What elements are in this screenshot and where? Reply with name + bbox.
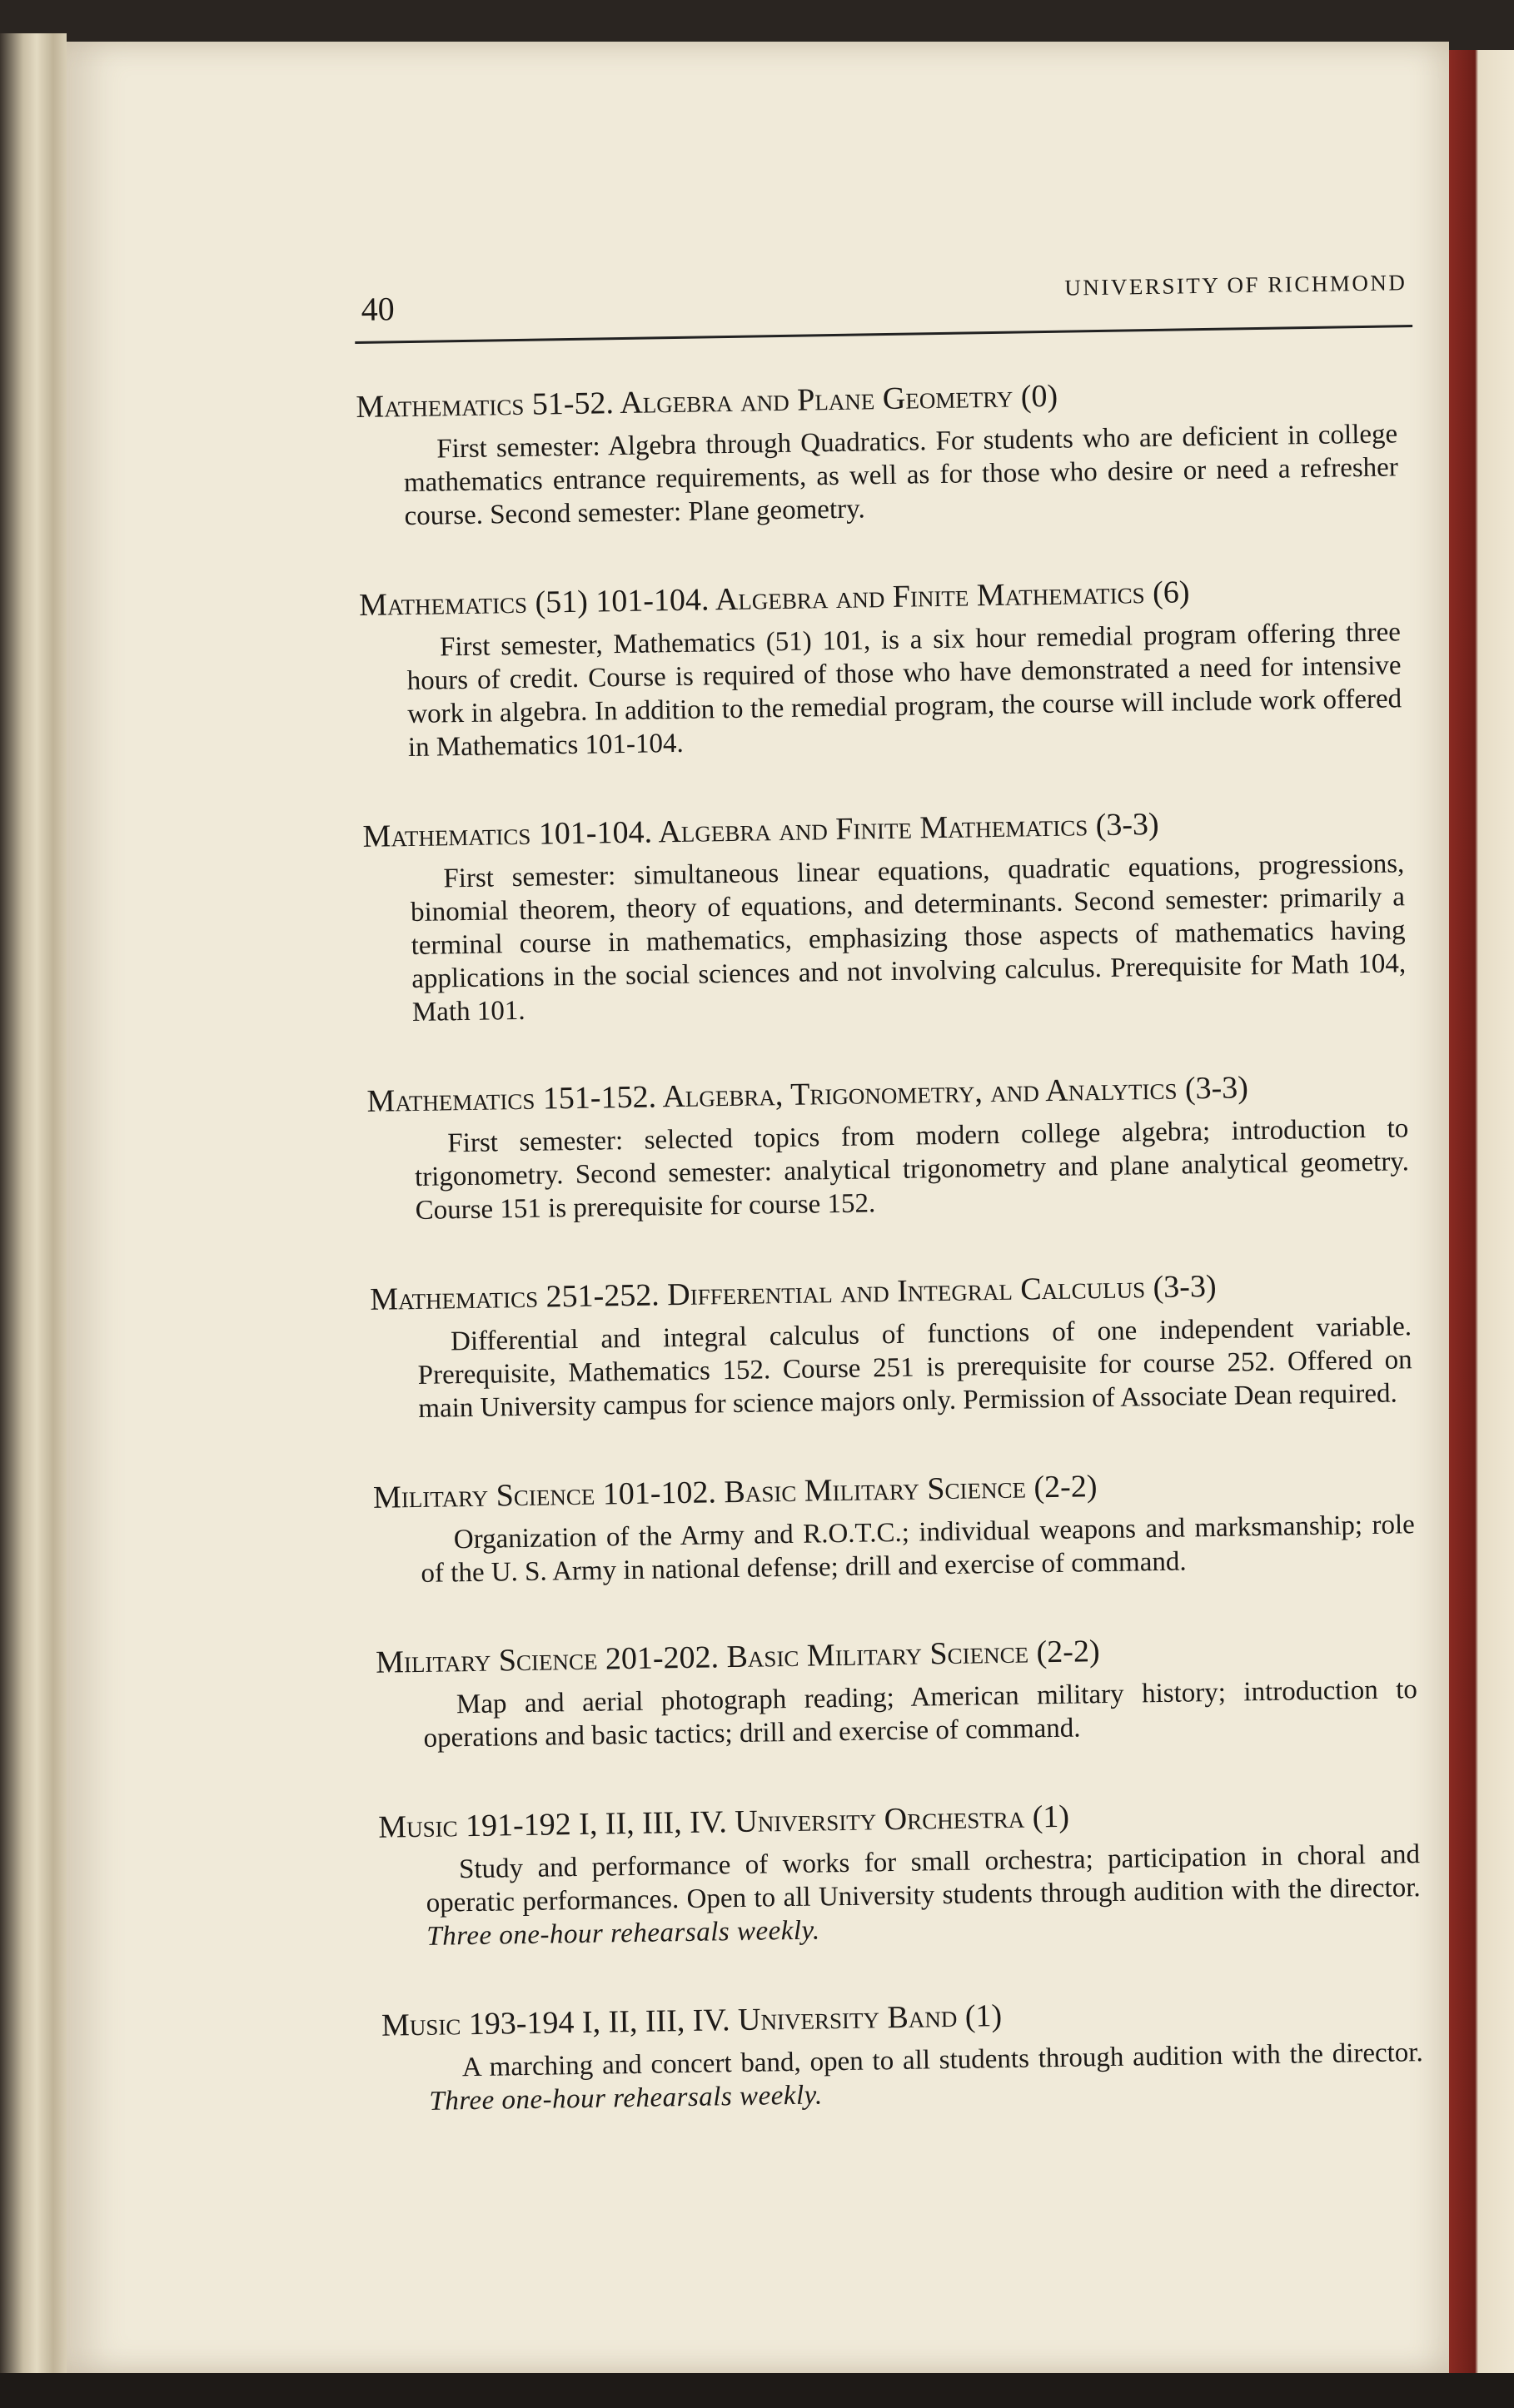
course-entry — [362, 797, 1423, 1030]
course-description: First semester: Algebra through Quadratics. For students who are deficient in college mathematics entrance requirements, as well as for those who desire or need a refresher course. Second semester: Plane geometry. — [403, 419, 1399, 532]
course-title: Mathematics 101-104. Algebra and Finite Mathematics (3-3) — [362, 806, 1159, 854]
course-entry — [370, 1260, 1430, 1426]
facing-page-edge — [1449, 50, 1514, 2373]
page-stack-edge — [0, 33, 67, 2381]
description-text: Study and performance of works for small orchestra; participation in choral and operatic performances. Open to all University students through audition with the director. — [426, 1839, 1421, 1918]
course-title: Music 193-194 I, II, III, IV. University Band (1) — [381, 1998, 1003, 2043]
course-description: Differential and integral calculus of functions of one independent variable. Prerequisite, Mathematics 152. Course 251 is prerequisite for course 252. Offered on main University campus for science majors only. Permission of Associate Dean required. — [417, 1311, 1412, 1424]
running-title: UNIVERSITY OF RICHMOND — [1064, 270, 1407, 301]
course-title: Mathematics 51-52. Algebra and Plane Geometry (0) — [356, 378, 1058, 425]
page-content — [354, 258, 1442, 2167]
course-title: Military Science 101-102. Basic Military Science (2-2) — [372, 1469, 1098, 1515]
rehearsal-note: Three one-hour rehearsals weekly. — [426, 1915, 820, 1952]
course-description: First semester: simultaneous linear equations, quadratic equations, progressions, binomial theorem, theory of equations, and determinants. Second semester: primarily a terminal course in mathematics, emphasizing those aspects of mathematics having applications in the social sciences and not involving calculus. Prerequisite for Math 104, Math 101. — [410, 848, 1407, 1028]
course-title: Military Science 201-202. Basic Military Science (2-2) — [375, 1634, 1100, 1680]
description-text: A marching and concert band, open to all students through audition with the director. — [461, 2037, 1423, 2083]
course-description: First semester, Mathematics (51) 101, is a six hour remedial program offering three hours of credit. Course is required of those who have demonstrated a need for intensive work in algebra. In addition to the remedial program, the course will include work offered in Mathematics 101-104. — [406, 617, 1402, 764]
course-title: Mathematics 151-152. Algebra, Trigonometry, and Analytics (3-3) — [366, 1070, 1249, 1119]
course-entry — [373, 1458, 1432, 1591]
rehearsal-note: Three one-hour rehearsals weekly. — [429, 2080, 823, 2117]
bottom-shadow — [0, 2373, 1514, 2408]
course-entry — [378, 1788, 1438, 1954]
course-description — [379, 1838, 1438, 1954]
course-entry — [366, 1062, 1427, 1228]
course-entry — [376, 1623, 1435, 1756]
course-title: Mathematics 251-252. Differential and Integral Calculus (3-3) — [370, 1268, 1217, 1317]
course-description: Map and aerial photograph reading; American military history; introduction to operations and basic tactics; drill and exercise of command. — [423, 1674, 1418, 1754]
course-entry — [381, 1986, 1441, 2119]
course-title: Music 191-192 I, II, III, IV. University Orchestra (1) — [377, 1799, 1070, 1845]
course-description: Organization of the Army and R.O.T.C.; individual weapons and marksmanship; role of the U. S. Army in national defense; drill and exercise of command. — [421, 1510, 1416, 1589]
course-description — [382, 2036, 1441, 2119]
course-title: Mathematics (51) 101-104. Algebra and Finite Mathematics (6) — [358, 575, 1190, 623]
course-description: First semester: selected topics from modern college algebra; introduction to trigonometry. Second semester: analytical trigonometry and plane analytical geometry. Course 151 is prerequisite for course 152. — [414, 1113, 1410, 1226]
course-entry — [356, 367, 1416, 534]
page-number: 40 — [361, 290, 395, 328]
course-entry — [359, 565, 1419, 765]
